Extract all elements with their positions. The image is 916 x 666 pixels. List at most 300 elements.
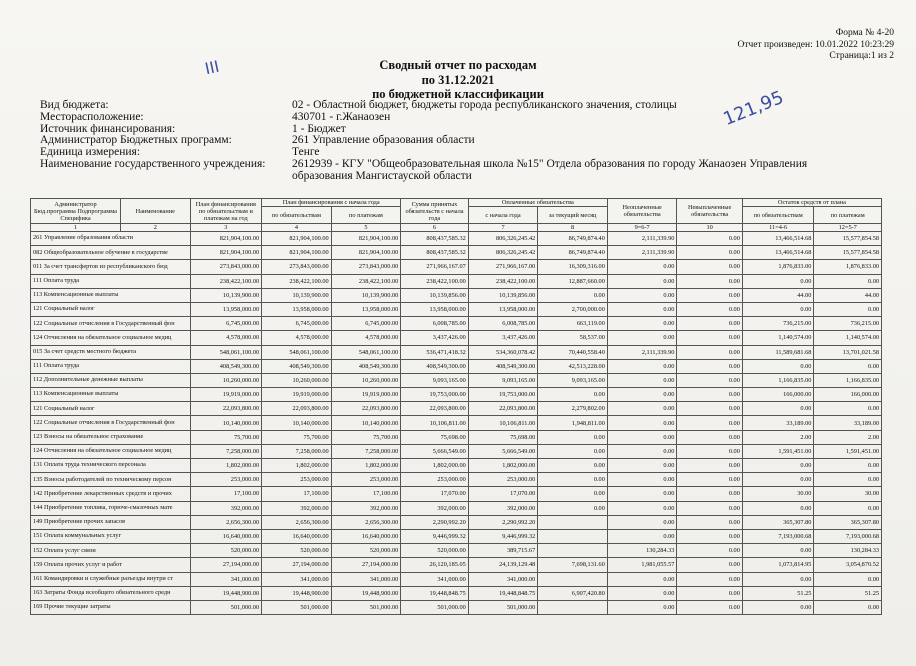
cell-c6: 253,000.00 — [401, 473, 469, 487]
cell-c7: 392,000.00 — [468, 501, 538, 515]
table-row — [31, 558, 882, 572]
cell-c12: 736,215.00 — [814, 317, 882, 331]
header-unpaid: Неоплаченные обязательства — [607, 199, 677, 224]
cell-c6: 271,966,167.07 — [401, 260, 469, 274]
cell-c9: 0.00 — [607, 529, 677, 543]
cell-c3: 17,100.00 — [190, 487, 262, 501]
cell-c10: 0.00 — [677, 501, 742, 515]
cell-c6: 536,471,418.32 — [401, 345, 469, 359]
cell-c9: 0.00 — [607, 317, 677, 331]
cell-c7: 9,446,999.32 — [468, 529, 538, 543]
cell-c9: 0.00 — [607, 501, 677, 515]
cell-c6: 341,000.00 — [401, 572, 469, 586]
row-code-name: 161 Командировки и служебные разъезды внутри ст — [31, 572, 191, 586]
cell-c7: 10,139,856.00 — [468, 288, 538, 302]
cell-c4: 821,904,100.00 — [262, 246, 332, 260]
cell-c5: 548,061,100.00 — [331, 345, 401, 359]
cell-c9: 0.00 — [607, 260, 677, 274]
table-row — [31, 473, 882, 487]
cell-c4: 2,656,300.00 — [262, 515, 332, 529]
cell-c6: 19,448,848.75 — [401, 586, 469, 600]
table-row — [31, 416, 882, 430]
cell-c6: 75,698.00 — [401, 430, 469, 444]
cell-c3: 19,448,900.00 — [190, 586, 262, 600]
cell-c7: 6,008,785.00 — [468, 317, 538, 331]
cell-c8 — [538, 544, 608, 558]
cell-c3: 501,000.00 — [190, 600, 262, 614]
row-code-name: 169 Прочие текущие затраты — [31, 600, 191, 614]
cell-c6: 22,093,800.00 — [401, 402, 469, 416]
table-row — [31, 444, 882, 458]
cell-c10: 0.00 — [677, 345, 742, 359]
cell-c9: 0.00 — [607, 572, 677, 586]
cell-c11: 736,215.00 — [742, 317, 814, 331]
cell-c7: 10,106,811.00 — [468, 416, 538, 430]
cell-c5: 821,904,100.00 — [331, 246, 401, 260]
row-code-name: 121 Социальный налог — [31, 302, 191, 316]
cell-c7: 806,326,245.42 — [468, 232, 538, 246]
cell-c8: 42,513,228.00 — [538, 359, 608, 373]
cell-c6: 5,666,549.00 — [401, 444, 469, 458]
cell-c11: 0.00 — [742, 572, 814, 586]
cell-c6: 808,437,585.32 — [401, 232, 469, 246]
cell-c8: 0.00 — [538, 487, 608, 501]
cell-c8 — [538, 572, 608, 586]
row-code-name: 124 Отчисления на обязательное социальное медиц — [31, 444, 191, 458]
table-row — [31, 274, 882, 288]
cell-c6: 9,446,999.32 — [401, 529, 469, 543]
cell-c3: 821,904,100.00 — [190, 246, 262, 260]
cell-c3: 273,843,000.00 — [190, 260, 262, 274]
cell-c4: 341,000.00 — [262, 572, 332, 586]
table-row — [31, 430, 882, 444]
cell-c7: 75,698.00 — [468, 430, 538, 444]
cell-c12: 7,193,000.68 — [814, 529, 882, 543]
cell-c5: 10,260,000.00 — [331, 373, 401, 387]
cell-c3: 16,640,000.00 — [190, 529, 262, 543]
cell-c6: 520,000.00 — [401, 544, 469, 558]
cell-c12: 0.00 — [814, 459, 882, 473]
cell-c10: 0.00 — [677, 558, 742, 572]
cell-c11: 0.00 — [742, 402, 814, 416]
cell-c5: 821,904,100.00 — [331, 232, 401, 246]
cell-c8: 58,537.00 — [538, 331, 608, 345]
cell-c4: 548,061,100.00 — [262, 345, 332, 359]
row-code-name: 123 Взносы на обязательное страхование — [31, 430, 191, 444]
cell-c3: 10,139,900.00 — [190, 288, 262, 302]
cell-c12: 3,054,870.52 — [814, 558, 882, 572]
cell-c3: 1,802,000.00 — [190, 459, 262, 473]
row-code-name: 112 Дополнительные денежные выплаты — [31, 373, 191, 387]
cell-c4: 501,000.00 — [262, 600, 332, 614]
cell-c8: 0.00 — [538, 444, 608, 458]
cell-c3: 13,958,000.00 — [190, 302, 262, 316]
row-code-name: 111 Оплата труда — [31, 359, 191, 373]
cell-c11: 13,466,514.68 — [742, 246, 814, 260]
cell-c5: 408,549,300.00 — [331, 359, 401, 373]
cell-c5: 520,000.00 — [331, 544, 401, 558]
cell-c9: 0.00 — [607, 430, 677, 444]
cell-c4: 19,448,900.00 — [262, 586, 332, 600]
header-plan-pay: по платежам — [331, 207, 401, 224]
table-row — [31, 345, 882, 359]
cell-c12: 0.00 — [814, 600, 882, 614]
column-index-cell: 11=4-6 — [742, 224, 814, 232]
row-code-name: 113 Компенсационные выплаты — [31, 288, 191, 302]
cell-c9: 0.00 — [607, 515, 677, 529]
cell-c3: 7,258,000.00 — [190, 444, 262, 458]
cell-c6: 9,093,165.00 — [401, 373, 469, 387]
cell-c10: 0.00 — [677, 586, 742, 600]
cell-c9: 0.00 — [607, 487, 677, 501]
column-index-cell: 4 — [262, 224, 332, 232]
cell-c7: 13,958,000.00 — [468, 302, 538, 316]
cell-c11: 13,466,514.68 — [742, 232, 814, 246]
cell-c4: 7,258,000.00 — [262, 444, 332, 458]
cell-c12: 1,140,574.00 — [814, 331, 882, 345]
cell-c5: 16,640,000.00 — [331, 529, 401, 543]
expense-table — [30, 198, 882, 615]
cell-c5: 2,656,300.00 — [331, 515, 401, 529]
cell-c9: 0.00 — [607, 302, 677, 316]
cell-c7: 341,000.00 — [468, 572, 538, 586]
cell-c10: 0.00 — [677, 487, 742, 501]
cell-c11: 44.00 — [742, 288, 814, 302]
table-row — [31, 302, 882, 316]
table-row — [31, 402, 882, 416]
cell-c8: 0.00 — [538, 459, 608, 473]
row-code-name: 135 Взносы работодателей по техническому персон — [31, 473, 191, 487]
cell-c8: 16,309,316.00 — [538, 260, 608, 274]
info-row: Вид бюджета: 02 - Областной бюджет, бюджеты города республиканского значения, столицы — [40, 99, 677, 111]
cell-c10: 0.00 — [677, 572, 742, 586]
table-row — [31, 459, 882, 473]
cell-c5: 10,140,000.00 — [331, 416, 401, 430]
cell-c10: 0.00 — [677, 246, 742, 260]
cell-c5: 341,000.00 — [331, 572, 401, 586]
cell-c3: 408,549,300.00 — [190, 359, 262, 373]
cell-c4: 10,139,900.00 — [262, 288, 332, 302]
cell-c12: 33,189.00 — [814, 416, 882, 430]
column-index-cell: 7 — [468, 224, 538, 232]
cell-c7: 806,326,245.42 — [468, 246, 538, 260]
cell-c4: 238,422,100.00 — [262, 274, 332, 288]
info-row: Месторасположение: 430701 - г.Жанаозен — [40, 110, 391, 123]
header-plan-obl: по обязательствам — [262, 207, 332, 224]
cell-c10: 0.00 — [677, 331, 742, 345]
cell-c11: 1,591,451.00 — [742, 444, 814, 458]
cell-c12: 0.00 — [814, 501, 882, 515]
cell-c10: 0.00 — [677, 529, 742, 543]
table-row — [31, 288, 882, 302]
cell-c7: 24,139,129.48 — [468, 558, 538, 572]
cell-c5: 238,422,100.00 — [331, 274, 401, 288]
row-code-name: 131 Оплата труда технического персонала — [31, 459, 191, 473]
cell-c8: 0.00 — [538, 430, 608, 444]
table-row — [31, 572, 882, 586]
row-code-name: 163 Затраты Фонда всеобщего обязательного средн — [31, 586, 191, 600]
cell-c9: 0.00 — [607, 586, 677, 600]
column-index-cell: 10 — [677, 224, 742, 232]
cell-c11: 0.00 — [742, 302, 814, 316]
cell-c7: 17,070.00 — [468, 487, 538, 501]
title-line-3: по бюджетной классификации — [372, 87, 544, 101]
cell-c5: 6,745,000.00 — [331, 317, 401, 331]
handwritten-mark: III — [203, 56, 221, 79]
cell-c6: 6,008,785.00 — [401, 317, 469, 331]
cell-c5: 273,843,000.00 — [331, 260, 401, 274]
cell-c4: 6,745,000.00 — [262, 317, 332, 331]
row-code-name: 122 Социальные отчисления в Государственный фон — [31, 416, 191, 430]
form-number: Форма № 4-20 — [835, 28, 894, 38]
cell-c7: 5,666,549.00 — [468, 444, 538, 458]
cell-c3: 392,000.00 — [190, 501, 262, 515]
cell-c5: 27,194,000.00 — [331, 558, 401, 572]
cell-c4: 19,919,000.00 — [262, 388, 332, 402]
cell-c9: 2,111,339.90 — [607, 232, 677, 246]
cell-c3: 10,260,000.00 — [190, 373, 262, 387]
cell-c8: 663,119.00 — [538, 317, 608, 331]
info-row: Источник финансирования: 1 - Бюджет — [40, 122, 346, 135]
cell-c12: 13,701,021.58 — [814, 345, 882, 359]
table-row — [31, 359, 882, 373]
table-row — [31, 529, 882, 543]
header-remain-pay: по платежам — [814, 207, 882, 224]
cell-c4: 4,578,000.00 — [262, 331, 332, 345]
cell-c8: 6,907,420.80 — [538, 586, 608, 600]
cell-c8: 0.00 — [538, 473, 608, 487]
column-index-cell: 8 — [538, 224, 608, 232]
cell-c3: 520,000.00 — [190, 544, 262, 558]
cell-c5: 7,258,000.00 — [331, 444, 401, 458]
expense-table-wrap — [30, 198, 882, 615]
cell-c3: 821,904,100.00 — [190, 232, 262, 246]
header-plan-start: План финансирования с начала года — [262, 199, 401, 207]
cell-c12: 0.00 — [814, 359, 882, 373]
row-code-name: 159 Оплата прочих услуг и работ — [31, 558, 191, 572]
cell-c3: 2,656,300.00 — [190, 515, 262, 529]
cell-c4: 16,640,000.00 — [262, 529, 332, 543]
cell-c12: 1,876,833.00 — [814, 260, 882, 274]
header-accepted: Сумма принятых обязательств с начала года — [401, 199, 469, 224]
row-code-name: 011 За счет трансфертов из республиканского бюд — [31, 260, 191, 274]
cell-c11: 11,589,681.68 — [742, 345, 814, 359]
cell-c11: 0.00 — [742, 501, 814, 515]
cell-c12: 130,284.33 — [814, 544, 882, 558]
table-row — [31, 544, 882, 558]
cell-c6: 10,106,811.00 — [401, 416, 469, 430]
cell-c12: 2.00 — [814, 430, 882, 444]
cell-c12: 30.00 — [814, 487, 882, 501]
cell-c6: 501,000.00 — [401, 600, 469, 614]
table-row — [31, 246, 882, 260]
cell-c12: 0.00 — [814, 402, 882, 416]
report-info — [40, 100, 852, 183]
cell-c3: 22,093,800.00 — [190, 402, 262, 416]
title-line-1: Сводный отчет по расходам — [379, 58, 537, 72]
table-row — [31, 388, 882, 402]
column-index-cell: 12=5-7 — [814, 224, 882, 232]
cell-c3: 10,140,000.00 — [190, 416, 262, 430]
header-name: Наименование — [121, 199, 191, 224]
cell-c11: 7,193,000.68 — [742, 529, 814, 543]
cell-c11: 1,876,833.00 — [742, 260, 814, 274]
cell-c11: 0.00 — [742, 473, 814, 487]
handwritten-note: 121,95 — [720, 86, 787, 131]
cell-c9: 0.00 — [607, 444, 677, 458]
cell-c7: 408,549,300.00 — [468, 359, 538, 373]
cell-c9: 2,111,339.90 — [607, 345, 677, 359]
cell-c9: 0.00 — [607, 402, 677, 416]
cell-c6: 13,958,000.00 — [401, 302, 469, 316]
report-title — [0, 58, 916, 102]
row-code-name: 111 Оплата труда — [31, 274, 191, 288]
cell-c11: 166,000.00 — [742, 388, 814, 402]
cell-c7: 19,753,000.00 — [468, 388, 538, 402]
cell-c9: 0.00 — [607, 416, 677, 430]
cell-c6: 19,753,000.00 — [401, 388, 469, 402]
cell-c6: 238,422,100.00 — [401, 274, 469, 288]
table-row — [31, 260, 882, 274]
cell-c6: 26,120,185.05 — [401, 558, 469, 572]
cell-c4: 10,260,000.00 — [262, 373, 332, 387]
cell-c9: 0.00 — [607, 473, 677, 487]
cell-c9: 0.00 — [607, 459, 677, 473]
cell-c5: 22,093,800.00 — [331, 402, 401, 416]
row-code-name: 142 Приобретение лекарственных средств и прочих — [31, 487, 191, 501]
table-row — [31, 487, 882, 501]
cell-c3: 4,578,000.00 — [190, 331, 262, 345]
header-remain-obl: по обязательствам — [742, 207, 814, 224]
table-row — [31, 373, 882, 387]
column-index-cell: 2 — [121, 224, 191, 232]
cell-c10: 0.00 — [677, 515, 742, 529]
cell-c3: 341,000.00 — [190, 572, 262, 586]
cell-c7: 3,437,426.00 — [468, 331, 538, 345]
cell-c11: 0.00 — [742, 459, 814, 473]
cell-c4: 13,958,000.00 — [262, 302, 332, 316]
row-code-name: 149 Приобретение прочих запасов — [31, 515, 191, 529]
cell-c10: 0.00 — [677, 302, 742, 316]
cell-c11: 0.00 — [742, 359, 814, 373]
report-generated: Отчет произведен: 10.01.2022 10:23:29 — [737, 39, 894, 50]
cell-c8 — [538, 515, 608, 529]
cell-c7: 271,966,167.00 — [468, 260, 538, 274]
cell-c9: 0.00 — [607, 274, 677, 288]
row-code-name: 121 Социальный налог — [31, 402, 191, 416]
title-line-2: по 31.12.2021 — [421, 72, 495, 87]
cell-c4: 1,802,000.00 — [262, 459, 332, 473]
cell-c10: 0.00 — [677, 274, 742, 288]
cell-c12: 0.00 — [814, 302, 882, 316]
cell-c4: 253,000.00 — [262, 473, 332, 487]
cell-c5: 392,000.00 — [331, 501, 401, 515]
expense-table-body — [31, 232, 882, 615]
cell-c9: 0.00 — [607, 331, 677, 345]
cell-c11: 1,140,574.00 — [742, 331, 814, 345]
row-code-name: 144 Приобретение топлива, горюче-смазочных мате — [31, 501, 191, 515]
cell-c5: 19,919,000.00 — [331, 388, 401, 402]
cell-c12: 51.25 — [814, 586, 882, 600]
column-index-row — [31, 224, 882, 232]
cell-c10: 0.00 — [677, 473, 742, 487]
cell-c8: 0.00 — [538, 288, 608, 302]
cell-c10: 0.00 — [677, 402, 742, 416]
header-remain: Остаток средств от плана — [742, 199, 881, 207]
cell-c8: 0.00 — [538, 388, 608, 402]
cell-c6: 392,000.00 — [401, 501, 469, 515]
cell-c7: 2,290,992.20 — [468, 515, 538, 529]
cell-c11: 33,189.00 — [742, 416, 814, 430]
cell-c12: 15,577,854.58 — [814, 232, 882, 246]
cell-c10: 0.00 — [677, 388, 742, 402]
cell-c3: 19,919,000.00 — [190, 388, 262, 402]
cell-c12: 0.00 — [814, 572, 882, 586]
row-code-name: 122 Социальные отчисления в Государственный фон — [31, 317, 191, 331]
header-unfulfilled: Невыплаченные обязательства — [677, 199, 742, 224]
cell-c10: 0.00 — [677, 416, 742, 430]
cell-c8: 86,749,874.40 — [538, 246, 608, 260]
cell-c7: 253,000.00 — [468, 473, 538, 487]
row-code-name: 152 Оплата услуг связи — [31, 544, 191, 558]
row-code-name: 151 Оплата коммунальных услуг — [31, 529, 191, 543]
cell-c11: 0.00 — [742, 600, 814, 614]
cell-c10: 0.00 — [677, 232, 742, 246]
cell-c12: 44.00 — [814, 288, 882, 302]
row-code-name: 082 Общеобразовательное обучение в государстве — [31, 246, 191, 260]
cell-c6: 408,549,300.00 — [401, 359, 469, 373]
cell-c4: 10,140,000.00 — [262, 416, 332, 430]
cell-c8 — [538, 529, 608, 543]
info-row: Администратор Бюджетных программ: 261 Управление образования области — [40, 134, 475, 147]
cell-c11: 365,307.80 — [742, 515, 814, 529]
header-paid-month: за текущий месяц — [538, 207, 608, 224]
cell-c12: 0.00 — [814, 473, 882, 487]
cell-c4: 392,000.00 — [262, 501, 332, 515]
cell-c8 — [538, 600, 608, 614]
header-admin: Администратор Бюд.программа Подпрограмма Специфика — [31, 199, 121, 224]
cell-c8: 70,440,558.40 — [538, 345, 608, 359]
cell-c11: 0.00 — [742, 274, 814, 288]
column-index-cell: 6 — [401, 224, 469, 232]
cell-c8: 2,700,000.00 — [538, 302, 608, 316]
table-row — [31, 586, 882, 600]
cell-c6: 17,070.00 — [401, 487, 469, 501]
cell-c10: 0.00 — [677, 459, 742, 473]
cell-c5: 1,802,000.00 — [331, 459, 401, 473]
cell-c9: 2,111,339.90 — [607, 246, 677, 260]
table-row — [31, 501, 882, 515]
row-code-name: 261 Управление образования области — [31, 232, 191, 246]
cell-c12: 1,591,451.00 — [814, 444, 882, 458]
cell-c8: 2,279,802.00 — [538, 402, 608, 416]
cell-c11: 2.00 — [742, 430, 814, 444]
cell-c9: 0.00 — [607, 600, 677, 614]
row-code-name: 113 Компенсационные выплаты — [31, 388, 191, 402]
cell-c5: 10,139,900.00 — [331, 288, 401, 302]
cell-c7: 501,000.00 — [468, 600, 538, 614]
cell-c3: 75,700.00 — [190, 430, 262, 444]
cell-c8: 86,749,874.40 — [538, 232, 608, 246]
cell-c7: 238,422,100.00 — [468, 274, 538, 288]
table-row — [31, 317, 882, 331]
cell-c12: 166,000.00 — [814, 388, 882, 402]
cell-c4: 273,843,000.00 — [262, 260, 332, 274]
column-index-cell: 1 — [31, 224, 121, 232]
cell-c3: 27,194,000.00 — [190, 558, 262, 572]
cell-c5: 75,700.00 — [331, 430, 401, 444]
cell-c12: 1,166,835.00 — [814, 373, 882, 387]
